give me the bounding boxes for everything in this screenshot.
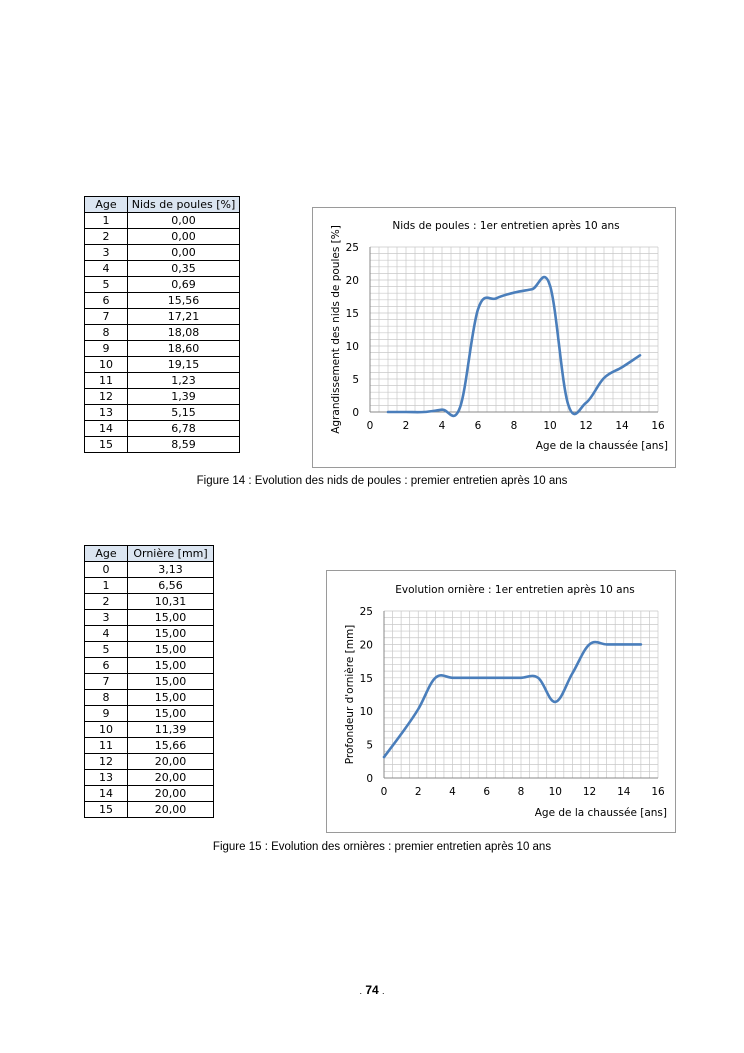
table-row bbox=[85, 357, 240, 373]
age-cell: 8 bbox=[85, 690, 128, 706]
y-tick-label: 20 bbox=[345, 275, 359, 287]
age-cell: 6 bbox=[85, 293, 128, 309]
age-cell: 4 bbox=[85, 626, 128, 642]
age-cell: 13 bbox=[85, 770, 128, 786]
age-cell: 4 bbox=[85, 261, 128, 277]
table-row bbox=[85, 245, 240, 261]
table-row bbox=[85, 229, 240, 245]
column-header-value: Ornière [mm] bbox=[128, 546, 214, 562]
value-cell: 1,23 bbox=[128, 373, 240, 389]
table-row bbox=[85, 594, 214, 610]
table-row bbox=[85, 706, 214, 722]
table-row bbox=[85, 309, 240, 325]
value-cell: 15,00 bbox=[128, 674, 214, 690]
value-cell: 15,00 bbox=[128, 690, 214, 706]
age-cell: 3 bbox=[85, 610, 128, 626]
x-tick-label: 2 bbox=[402, 420, 410, 432]
x-tick-label: 2 bbox=[414, 786, 422, 798]
value-cell: 1,39 bbox=[128, 389, 240, 405]
age-cell: 13 bbox=[85, 405, 128, 421]
page-number-mark-left: . bbox=[359, 986, 362, 996]
table-row bbox=[85, 626, 214, 642]
table-row bbox=[85, 261, 240, 277]
table-header bbox=[85, 197, 240, 213]
table-row bbox=[85, 213, 240, 229]
x-axis-label: Age de la chaussée [ans] bbox=[534, 807, 667, 819]
age-cell: 7 bbox=[85, 309, 128, 325]
age-cell: 6 bbox=[85, 658, 128, 674]
y-tick-label: 10 bbox=[359, 706, 373, 719]
y-tick-label: 15 bbox=[359, 672, 373, 685]
chart-title: Nids de poules : 1er entretien après 10 ans bbox=[392, 220, 620, 232]
page-number-value: 74 bbox=[365, 983, 379, 997]
value-cell: 20,00 bbox=[128, 802, 214, 818]
value-cell: 15,00 bbox=[128, 626, 214, 642]
table-row bbox=[85, 658, 214, 674]
value-cell: 3,13 bbox=[128, 562, 214, 578]
age-cell: 15 bbox=[85, 437, 128, 453]
age-cell: 9 bbox=[85, 341, 128, 357]
age-cell: 5 bbox=[85, 277, 128, 293]
potholes-chart bbox=[312, 207, 676, 468]
x-tick-label: 14 bbox=[617, 786, 631, 798]
table-row bbox=[85, 786, 214, 802]
chart-grid bbox=[370, 247, 658, 412]
column-header-value: Nids de poules [%] bbox=[128, 197, 240, 213]
value-cell: 20,00 bbox=[128, 770, 214, 786]
potholes-chart-svg bbox=[313, 208, 677, 469]
age-cell: 0 bbox=[85, 562, 128, 578]
x-tick-label: 10 bbox=[548, 786, 562, 798]
value-cell: 15,66 bbox=[128, 738, 214, 754]
table-row bbox=[85, 578, 214, 594]
y-tick-label: 5 bbox=[352, 374, 359, 386]
x-tick-label: 6 bbox=[474, 420, 482, 432]
age-cell: 2 bbox=[85, 229, 128, 245]
value-cell: 11,39 bbox=[128, 722, 214, 738]
x-tick-label: 8 bbox=[517, 786, 525, 798]
value-cell: 5,15 bbox=[128, 405, 240, 421]
table-row bbox=[85, 341, 240, 357]
age-cell: 9 bbox=[85, 706, 128, 722]
y-tick-label: 25 bbox=[345, 242, 359, 254]
y-tick-label: 0 bbox=[352, 407, 359, 419]
x-tick-label: 4 bbox=[438, 420, 446, 432]
y-tick-label: 10 bbox=[345, 341, 359, 353]
y-tick-label: 15 bbox=[345, 308, 359, 320]
x-tick-label: 12 bbox=[579, 420, 593, 432]
age-cell: 15 bbox=[85, 802, 128, 818]
value-cell: 15,00 bbox=[128, 642, 214, 658]
potholes-table bbox=[84, 196, 240, 453]
figure-14-caption: Figure 14 : Evolution des nids de poules : premier entretien après 10 ans bbox=[196, 475, 568, 487]
x-tick-label: 14 bbox=[615, 420, 629, 432]
table-row bbox=[85, 437, 240, 453]
value-cell: 8,59 bbox=[128, 437, 240, 453]
x-tick-label: 6 bbox=[483, 786, 491, 798]
age-cell: 1 bbox=[85, 213, 128, 229]
table-row bbox=[85, 722, 214, 738]
table-row bbox=[85, 421, 240, 437]
x-tick-label: 10 bbox=[543, 420, 557, 432]
value-cell: 0,35 bbox=[128, 261, 240, 277]
chart-title: Evolution ornière : 1er entretien après 10 ans bbox=[395, 584, 635, 596]
age-cell: 3 bbox=[85, 245, 128, 261]
y-axis-label: Agrandissement des nids de poules [%] bbox=[330, 225, 342, 434]
value-cell: 6,56 bbox=[128, 578, 214, 594]
y-tick-label: 20 bbox=[359, 639, 373, 652]
table-row bbox=[85, 738, 214, 754]
value-cell: 15,00 bbox=[128, 658, 214, 674]
x-tick-label: 4 bbox=[449, 786, 456, 798]
value-cell: 20,00 bbox=[128, 754, 214, 770]
value-cell: 15,00 bbox=[128, 706, 214, 722]
y-axis-label: Profondeur d'ornière [mm] bbox=[344, 624, 356, 765]
table-row bbox=[85, 770, 214, 786]
table-row bbox=[85, 373, 240, 389]
x-tick-label: 16 bbox=[651, 420, 665, 432]
value-cell: 19,15 bbox=[128, 357, 240, 373]
table-row bbox=[85, 405, 240, 421]
table-row bbox=[85, 562, 214, 578]
value-cell: 15,56 bbox=[128, 293, 240, 309]
table-row bbox=[85, 325, 240, 341]
x-tick-label: 0 bbox=[380, 786, 388, 798]
x-tick-label: 8 bbox=[510, 420, 518, 432]
age-cell: 14 bbox=[85, 421, 128, 437]
rutting-table bbox=[84, 545, 214, 818]
x-tick-label: 0 bbox=[366, 420, 374, 432]
age-cell: 2 bbox=[85, 594, 128, 610]
age-cell: 11 bbox=[85, 373, 128, 389]
value-cell: 6,78 bbox=[128, 421, 240, 437]
value-cell: 10,31 bbox=[128, 594, 214, 610]
table-row bbox=[85, 674, 214, 690]
rutting-chart bbox=[326, 570, 676, 833]
value-cell: 0,00 bbox=[128, 229, 240, 245]
page-number bbox=[0, 983, 744, 997]
column-header-age: Age bbox=[85, 546, 128, 562]
age-cell: 12 bbox=[85, 389, 128, 405]
value-cell: 0,69 bbox=[128, 277, 240, 293]
value-cell: 17,21 bbox=[128, 309, 240, 325]
age-cell: 10 bbox=[85, 357, 128, 373]
y-tick-label: 25 bbox=[359, 606, 373, 618]
x-tick-label: 16 bbox=[651, 786, 665, 798]
table-row bbox=[85, 610, 214, 626]
age-cell: 1 bbox=[85, 578, 128, 594]
figure-15-caption: Figure 15 : Evolution des ornières : premier entretien après 10 ans bbox=[212, 841, 552, 853]
value-cell: 0,00 bbox=[128, 245, 240, 261]
value-cell: 18,60 bbox=[128, 341, 240, 357]
table-header bbox=[85, 546, 214, 562]
value-cell: 0,00 bbox=[128, 213, 240, 229]
page-number-mark-right: . bbox=[382, 986, 385, 996]
table-row bbox=[85, 690, 214, 706]
age-cell: 5 bbox=[85, 642, 128, 658]
table-row bbox=[85, 293, 240, 309]
table-row bbox=[85, 802, 214, 818]
age-cell: 7 bbox=[85, 674, 128, 690]
age-cell: 12 bbox=[85, 754, 128, 770]
y-tick-label: 5 bbox=[366, 739, 373, 752]
age-cell: 11 bbox=[85, 738, 128, 754]
x-tick-label: 12 bbox=[582, 786, 597, 798]
value-cell: 18,08 bbox=[128, 325, 240, 341]
table-row bbox=[85, 389, 240, 405]
value-cell: 20,00 bbox=[128, 786, 214, 802]
y-tick-label: 0 bbox=[366, 773, 373, 785]
rutting-chart-svg bbox=[327, 571, 677, 834]
age-cell: 10 bbox=[85, 722, 128, 738]
table-row bbox=[85, 277, 240, 293]
value-cell: 15,00 bbox=[128, 610, 214, 626]
age-cell: 8 bbox=[85, 325, 128, 341]
column-header-age: Age bbox=[85, 197, 128, 213]
table-row bbox=[85, 642, 214, 658]
age-cell: 14 bbox=[85, 786, 128, 802]
table-row bbox=[85, 754, 214, 770]
x-axis-label: Age de la chaussée [ans] bbox=[535, 440, 668, 452]
